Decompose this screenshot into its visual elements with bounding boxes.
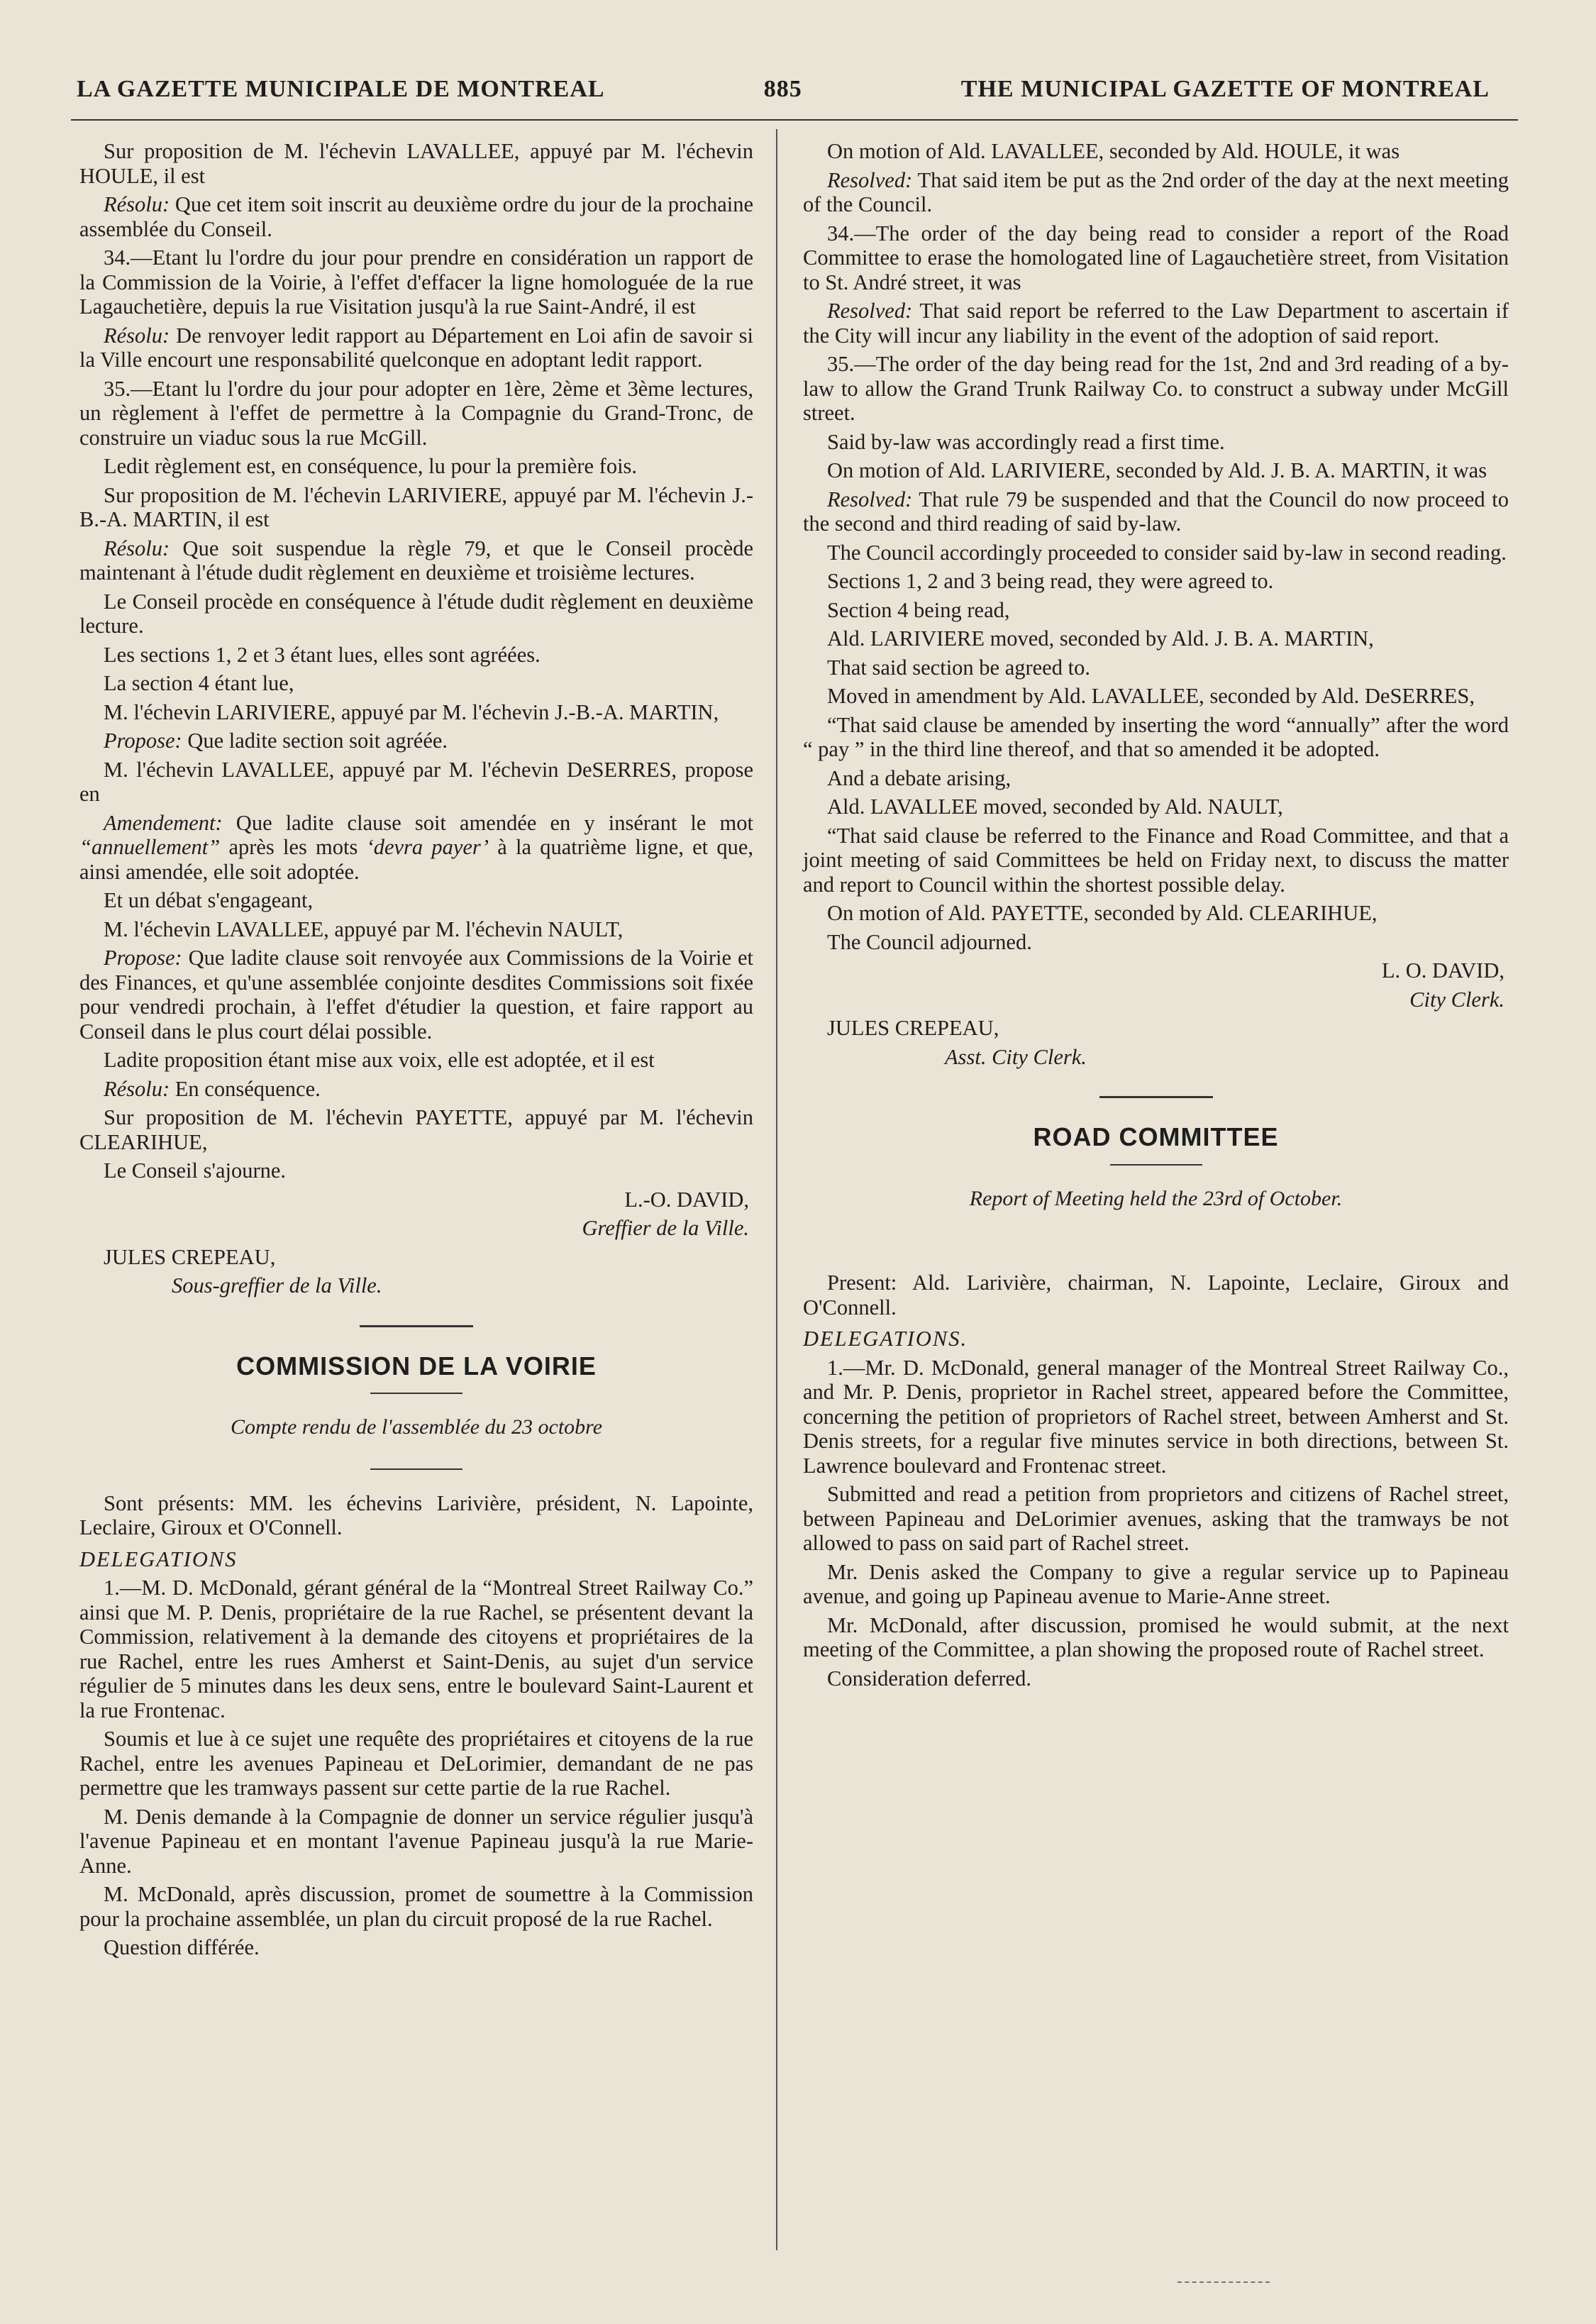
fr-text: De renvoyer ledit rapport au Département en Loi afin de savoir si la Ville encourt une responsabilité quelconque en adoptant ledit rapport. bbox=[79, 323, 753, 372]
fr-section-subtitle: Compte rendu de l'assemblée du 23 octobre bbox=[230, 1415, 603, 1439]
fr-paragraph: Ledit règlement est, en conséquence, lu pour la première fois. bbox=[104, 454, 638, 478]
en-paragraph: 34.—The order of the day being read to consider a report of the Road Committee to erase the homologated line of Lagauchetière street, from Visitation to St. André street, it was bbox=[803, 221, 1509, 294]
en-paragraph: “That said clause be referred to the Finance and Road Committee, and that a joint meeting of said Committees be held on Friday next, to discuss the matter and report to Council within the shortest possible delay. bbox=[803, 823, 1509, 897]
fr-text: à la quatrième ligne, et que, ainsi amendée, elle soit adoptée. bbox=[79, 835, 753, 884]
fr-paragraph bbox=[79, 192, 753, 241]
fr-text: En conséquence. bbox=[170, 1076, 321, 1101]
en-paragraph: Present: Ald. Larivière, chairman, N. Lapointe, Leclaire, Giroux and O'Connell. bbox=[803, 1271, 1509, 1319]
fr-paragraph: La section 4 étant lue, bbox=[104, 671, 294, 695]
en-paragraph bbox=[803, 168, 1509, 217]
en-paragraph: 35.—The order of the day being read for the 1st, 2nd and 3rd reading of a by-law to allow the Grand Trunk Railway Co. to construct a subway under McGill street. bbox=[803, 352, 1509, 425]
en-signature2-role: Asst. City Clerk. bbox=[945, 1044, 1087, 1069]
fr-paragraph bbox=[79, 1077, 753, 1102]
en-title-rule bbox=[1110, 1164, 1202, 1166]
en-paragraph: Mr. Denis asked the Company to give a regular service up to Papineau avenue, and going up Papineau avenue to Marie-Anne street. bbox=[803, 1559, 1509, 1608]
en-paragraph: On motion of Ald. LAVALLEE, seconded by Ald. HOULE, it was bbox=[827, 139, 1400, 163]
fr-paragraph: M. Denis demande à la Compagnie de donner un service régulier jusqu'à l'avenue Papineau et en montant l'avenue Papineau jusqu'à la rue Marie-Anne. bbox=[79, 1804, 753, 1878]
fr-paragraph: Sur proposition de M. l'échevin LAVALLEE, appuyé par M. l'échevin HOULE, il est bbox=[79, 139, 753, 188]
fr-subtitle-rule bbox=[370, 1468, 462, 1470]
bottom-dashed-rule bbox=[1177, 2281, 1270, 2283]
fr-paragraph: M. McDonald, après discussion, promet de soumettre à la Commission pour la prochaine assemblée, un plan du circuit proposé de la rue Rachel. bbox=[79, 1882, 753, 1931]
en-delegations-heading: DELEGATIONS. bbox=[803, 1327, 968, 1351]
page-number: 885 bbox=[763, 76, 802, 102]
en-label: Resolved: bbox=[827, 299, 913, 323]
fr-paragraph: M. l'échevin LAVALLEE, appuyé par M. l'échevin DeSERRES, propose en bbox=[79, 757, 753, 806]
en-signature-role: City Clerk. bbox=[1409, 987, 1504, 1012]
fr-paragraph: Sont présents: MM. les échevins Larivière, président, N. Lapointe, Leclaire, Giroux et O'Connell. bbox=[79, 1490, 753, 1539]
fr-paragraph bbox=[79, 811, 753, 885]
en-signature2-name: JULES CREPEAU, bbox=[827, 1016, 999, 1040]
en-text: That rule 79 be suspended and that the Council do now proceed to the second and third reading of said by-law. bbox=[803, 487, 1509, 536]
fr-paragraph: Soumis et lue à ce sujet une requête des propriétaires et citoyens de la rue Rachel, entre les avenues Papineau et DeLorimier, demandant de ne pas permettre que les tramways passent sur cette partie de la rue Rachel. bbox=[79, 1727, 753, 1800]
en-paragraph bbox=[803, 299, 1509, 348]
running-header bbox=[77, 68, 1490, 111]
en-paragraph: Said by-law was accordingly read a first time. bbox=[827, 429, 1225, 454]
fr-signature2-role: Sous-greffier de la Ville. bbox=[172, 1273, 382, 1297]
fr-quoted-words: ‘devra payer’ bbox=[366, 835, 489, 859]
fr-signature-role: Greffier de la Ville. bbox=[582, 1216, 749, 1240]
en-signature-name: L. O. DAVID, bbox=[1381, 958, 1504, 983]
en-label: Resolved: bbox=[827, 487, 913, 511]
en-paragraph: The Council accordingly proceeded to consider said by-law in second reading. bbox=[827, 540, 1507, 565]
en-text: That said report be referred to the Law Department to ascertain if the City will incur any liability in the event of the adoption of said report. bbox=[803, 299, 1509, 348]
french-column bbox=[79, 139, 753, 1964]
fr-paragraph: Sur proposition de M. l'échevin PAYETTE, appuyé par M. l'échevin CLEARIHUE, bbox=[79, 1105, 753, 1154]
fr-paragraph: Sur proposition de M. l'échevin LARIVIERE, appuyé par M. l'échevin J.-B.-A. MARTIN, il est bbox=[79, 482, 753, 531]
header-french-title: LA GAZETTE MUNICIPALE DE MONTREAL bbox=[77, 76, 605, 102]
en-paragraph: On motion of Ald. PAYETTE, seconded by Ald. CLEARIHUE, bbox=[827, 901, 1378, 925]
fr-label: Résolu: bbox=[104, 536, 170, 560]
en-paragraph: That said section be agreed to. bbox=[827, 655, 1090, 680]
en-paragraph: “That said clause be amended by inserting the word “annually” after the word “ pay ” in the third line thereof, and that so amended it be adopted. bbox=[803, 712, 1509, 761]
fr-label: Amendement: bbox=[104, 810, 223, 835]
fr-paragraph bbox=[79, 323, 753, 372]
fr-label: Résolu: bbox=[104, 192, 170, 216]
en-paragraph: Submitted and read a petition from proprietors and citizens of Rachel street, between Papineau and DeLorimier avenues, asking that the tramways be not allowed to pass on said part of Rachel street. bbox=[803, 1482, 1509, 1555]
fr-quoted-word: “annuellement” bbox=[79, 835, 221, 859]
fr-label: Résolu: bbox=[104, 323, 170, 348]
header-english-title: THE MUNICIPAL GAZETTE OF MONTREAL bbox=[960, 76, 1490, 102]
fr-paragraph: Et un débat s'engageant, bbox=[104, 888, 314, 912]
fr-paragraph bbox=[79, 729, 753, 753]
en-paragraph: The Council adjourned. bbox=[827, 929, 1032, 954]
en-paragraph bbox=[803, 487, 1509, 536]
english-column bbox=[803, 139, 1509, 1695]
en-section-subtitle: Report of Meeting held the 23rd of October. bbox=[969, 1186, 1343, 1210]
fr-text: Que ladite clause soit amendée en y insérant le mot bbox=[222, 810, 753, 835]
fr-paragraph: Ladite proposition étant mise aux voix, elle est adoptée, et il est bbox=[104, 1048, 655, 1072]
fr-label: Propose: bbox=[104, 729, 182, 753]
fr-delegations-heading: DELEGATIONS bbox=[79, 1546, 238, 1571]
en-paragraph: Section 4 being read, bbox=[827, 597, 1010, 622]
fr-paragraph: M. l'échevin LAVALLEE, appuyé par M. l'échevin NAULT, bbox=[104, 917, 624, 941]
fr-text: Que ladite clause soit renvoyée aux Commissions de la Voirie et des Finances, et qu'une assemblée conjointe desdites Commissions soit fixée pour vendredi prochain, à l'effet d'étudier la question, et faire rapport au Conseil dans le plus court délai possible. bbox=[79, 946, 753, 1044]
fr-signature2-name: JULES CREPEAU, bbox=[104, 1244, 276, 1269]
fr-signature-name: L.-O. DAVID, bbox=[624, 1187, 749, 1212]
fr-paragraph: 34.—Etant lu l'ordre du jour pour prendre en considération un rapport de la Commission de la Voirie, à l'effet d'effacer la ligne homologuée de la rue Lagauchetière, depuis la rue Visitation jusqu'à la rue Saint-André, il est bbox=[79, 245, 753, 319]
fr-text: Que soit suspendue la règle 79, et que le Conseil procède maintenant à l'étude dudit règlement en deuxième et troisième lectures. bbox=[79, 536, 753, 585]
fr-paragraph: Le Conseil procède en conséquence à l'étude dudit règlement en deuxième lecture. bbox=[79, 589, 753, 638]
fr-paragraph bbox=[79, 946, 753, 1044]
en-text: That said item be put as the 2nd order of the day at the next meeting of the Council. bbox=[803, 167, 1509, 216]
column-divider bbox=[776, 129, 777, 2250]
en-paragraph: Consideration deferred. bbox=[827, 1666, 1031, 1691]
fr-text: Que ladite section soit agréée. bbox=[182, 729, 448, 753]
fr-text: après les mots bbox=[220, 835, 367, 859]
en-paragraph: 1.—Mr. D. McDonald, general manager of the Montreal Street Railway Co., and Mr. P. Denis, proprietor in Rachel street, appeared before the Committee, concerning the petition of proprietors of Rachel street, between Amherst and St. Denis streets, for a regular five minutes service in both directions, between St. Lawrence boulevard and Frontenac street. bbox=[803, 1355, 1509, 1478]
fr-separator-rule bbox=[360, 1325, 473, 1327]
en-spacer bbox=[803, 1239, 1509, 1271]
en-section-title: ROAD COMMITTEE bbox=[1033, 1122, 1279, 1151]
en-paragraph: Ald. LAVALLEE moved, seconded by Ald. NAULT, bbox=[827, 795, 1283, 819]
fr-paragraph: Question différée. bbox=[104, 1935, 260, 1959]
fr-paragraph: 1.—M. D. McDonald, gérant général de la “Montreal Street Railway Co.” ainsi que M. P. Denis, propriétaire de la rue Rachel, se présentent devant la Commission, relativement à la demande des citoyens et propriétaires de la rue Rachel, entre les rues Amherst et Saint-Denis, au sujet d'un service régulier de 5 minutes dans les deux sens, entre le boulevard Saint-Laurent et la rue Frontenac. bbox=[79, 1576, 753, 1722]
fr-paragraph: Le Conseil s'ajourne. bbox=[104, 1158, 287, 1183]
en-label: Resolved: bbox=[827, 167, 913, 192]
en-separator-rule bbox=[1099, 1096, 1213, 1098]
en-paragraph: And a debate arising, bbox=[827, 765, 1012, 790]
fr-label: Résolu: bbox=[104, 1076, 170, 1101]
header-rule bbox=[71, 119, 1518, 121]
en-paragraph: Moved in amendment by Ald. LAVALLEE, seconded by Ald. DeSERRES, bbox=[827, 684, 1475, 708]
en-paragraph: On motion of Ald. LARIVIERE, seconded by Ald. J. B. A. MARTIN, it was bbox=[827, 458, 1487, 482]
fr-paragraph: Les sections 1, 2 et 3 étant lues, elles sont agréées. bbox=[104, 642, 541, 667]
fr-paragraph: M. l'échevin LARIVIERE, appuyé par M. l'échevin J.-B.-A. MARTIN, bbox=[104, 699, 719, 724]
en-paragraph: Sections 1, 2 and 3 being read, they were agreed to. bbox=[827, 569, 1274, 593]
fr-paragraph bbox=[79, 536, 753, 585]
en-paragraph: Mr. McDonald, after discussion, promised he would submit, at the next meeting of the Committee, a plan showing the proposed route of Rachel street. bbox=[803, 1612, 1509, 1661]
en-paragraph: Ald. LARIVIERE moved, seconded by Ald. J. B. A. MARTIN, bbox=[827, 626, 1374, 651]
fr-text: Que cet item soit inscrit au deuxième ordre du jour de la prochaine assemblée du Conseil. bbox=[79, 192, 753, 241]
fr-paragraph: 35.—Etant lu l'ordre du jour pour adopter en 1ère, 2ème et 3ème lectures, un règlement à l'effet de permettre à la Compagnie du Grand-Tronc, de construire un viaduc sous la rue McGill. bbox=[79, 376, 753, 450]
fr-title-rule bbox=[370, 1393, 462, 1394]
fr-label: Propose: bbox=[104, 946, 182, 970]
fr-section-title: COMMISSION DE LA VOIRIE bbox=[236, 1351, 597, 1380]
